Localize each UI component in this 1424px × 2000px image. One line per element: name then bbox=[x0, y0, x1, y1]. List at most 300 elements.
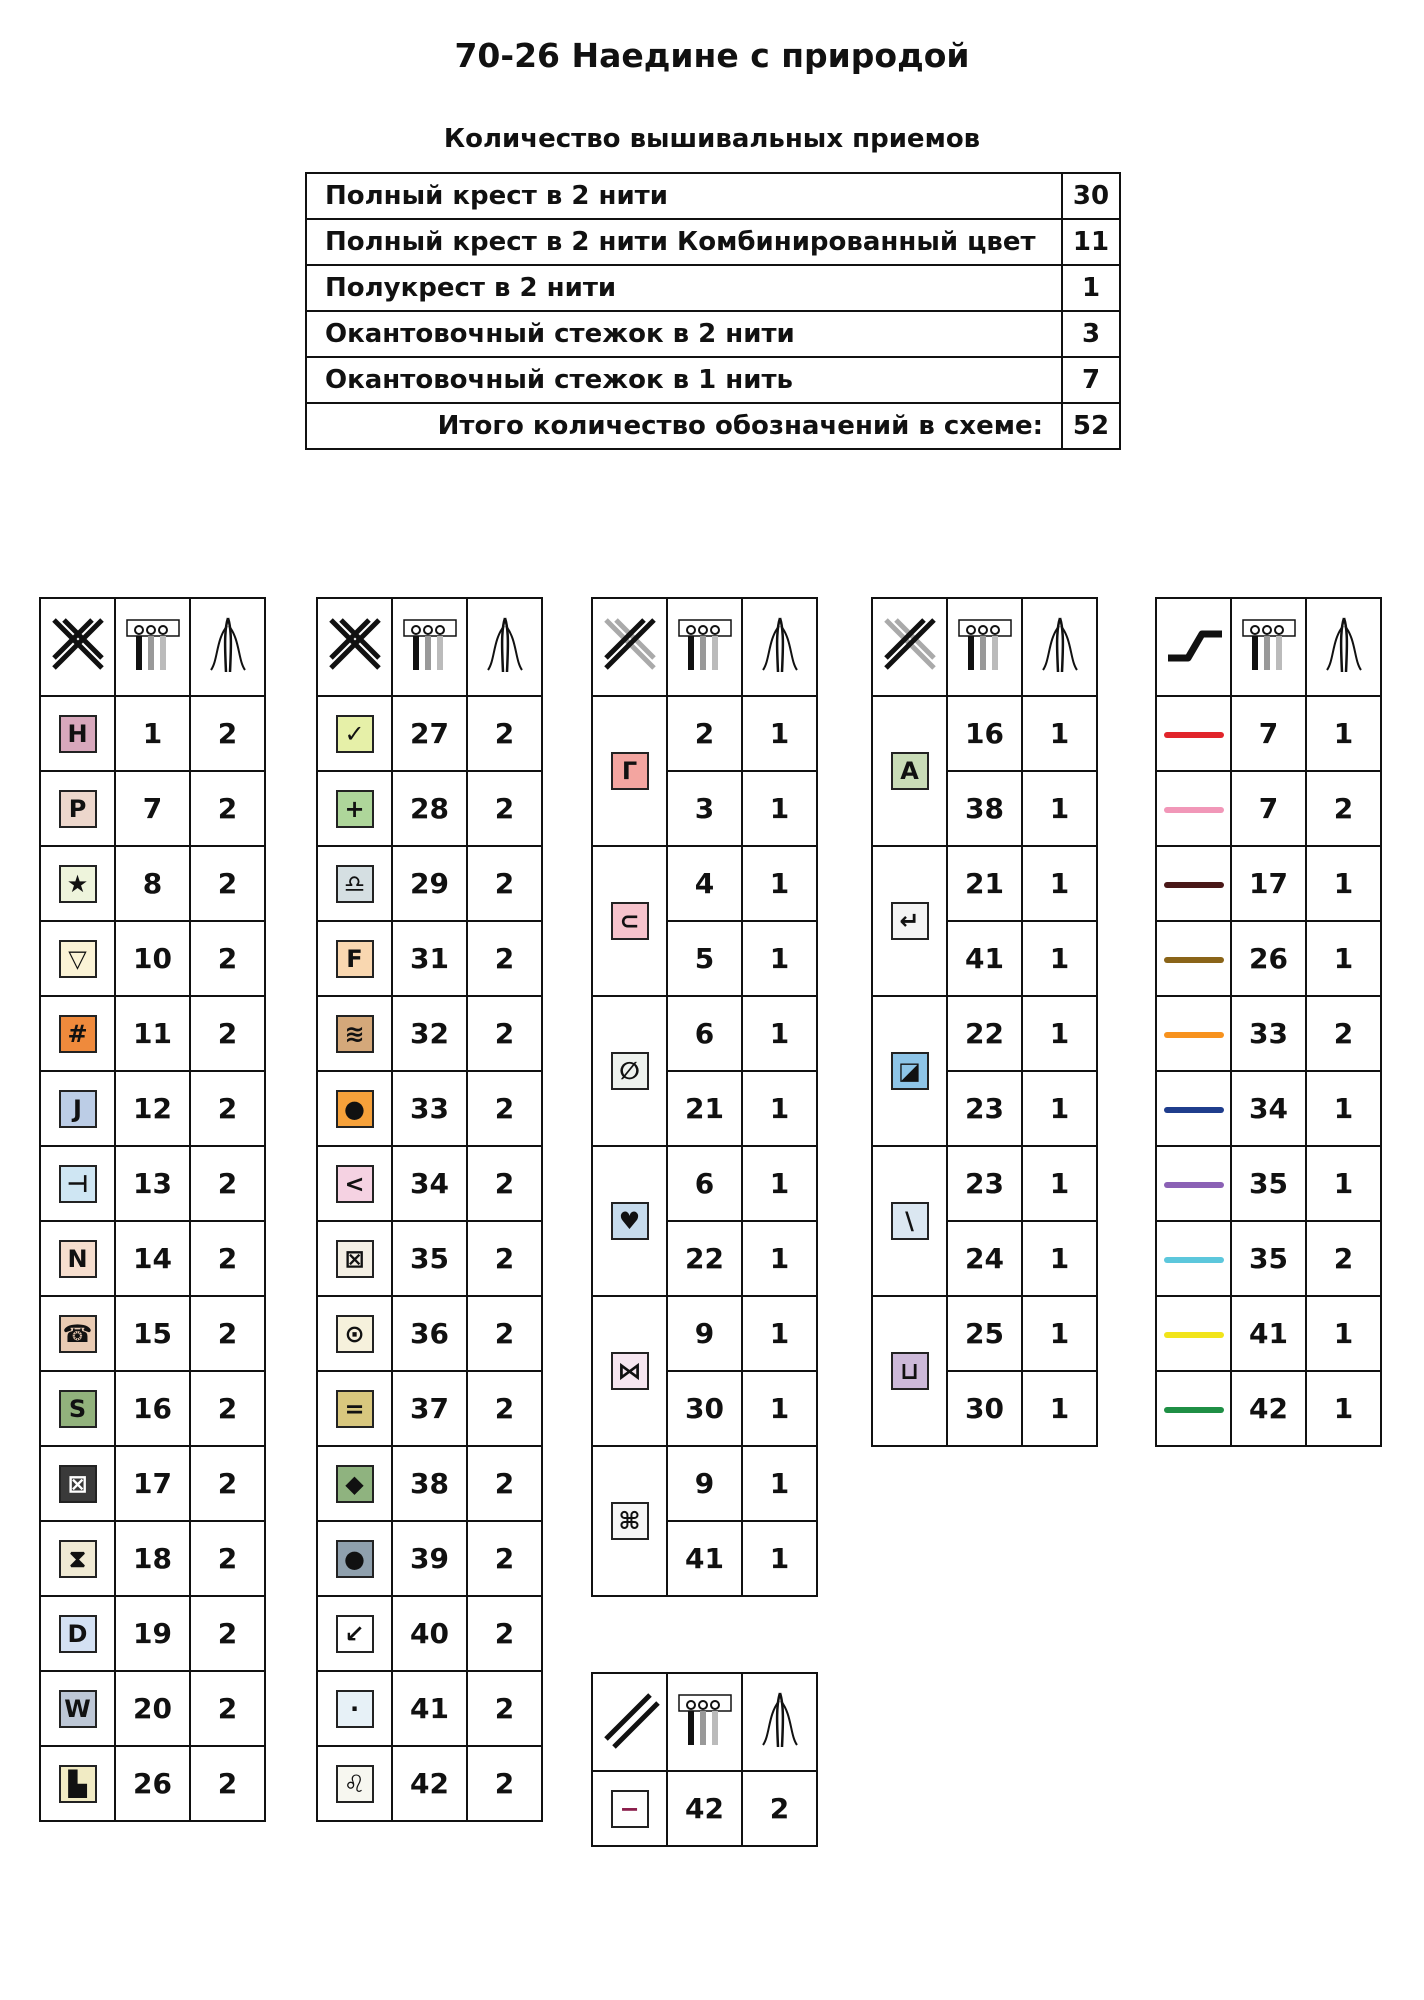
chart-symbol: P bbox=[59, 790, 97, 828]
symbol-cell bbox=[317, 1146, 392, 1221]
strand-count: 2 bbox=[190, 846, 265, 921]
key-header-row bbox=[872, 598, 1097, 696]
floss-code: 40 bbox=[392, 1596, 467, 1671]
key-row bbox=[40, 696, 265, 771]
line-color-cell bbox=[1156, 921, 1231, 996]
key-row bbox=[317, 1746, 542, 1821]
symbol-key-full-cross-1 bbox=[39, 597, 266, 1822]
summary-row bbox=[306, 311, 1120, 357]
symbol-cell bbox=[592, 1146, 667, 1296]
key-row bbox=[592, 1296, 817, 1371]
symbol-cell bbox=[872, 1296, 947, 1446]
symbol-cell bbox=[872, 1146, 947, 1296]
key-row bbox=[40, 1071, 265, 1146]
floss-code: 36 bbox=[392, 1296, 467, 1371]
combined-cross-icon bbox=[872, 598, 947, 696]
symbol-cell bbox=[40, 1221, 115, 1296]
floss-code: 1 bbox=[115, 696, 190, 771]
floss-code: 16 bbox=[947, 696, 1022, 771]
chart-symbol: J bbox=[59, 1090, 97, 1128]
chart-symbol: ≋ bbox=[336, 1015, 374, 1053]
key-row bbox=[40, 1596, 265, 1671]
full-cross-icon bbox=[40, 598, 115, 696]
chart-symbol: N bbox=[59, 1240, 97, 1278]
floss-code: 17 bbox=[1231, 846, 1306, 921]
strand-count: 1 bbox=[742, 1221, 817, 1296]
strand-count: 2 bbox=[190, 1146, 265, 1221]
symbol-cell bbox=[592, 996, 667, 1146]
symbol-cell bbox=[40, 1296, 115, 1371]
key-row bbox=[1156, 996, 1381, 1071]
backstitch-line-swatch bbox=[1164, 1332, 1224, 1338]
floss-code: 7 bbox=[115, 771, 190, 846]
key-row bbox=[40, 1521, 265, 1596]
key-row bbox=[592, 996, 817, 1071]
key-row bbox=[317, 696, 542, 771]
key-row bbox=[872, 696, 1097, 771]
chart-symbol: ♌ bbox=[336, 1765, 374, 1803]
key-row bbox=[317, 921, 542, 996]
page-title: 70-26 Наедине с природой bbox=[454, 36, 970, 75]
symbol-cell bbox=[592, 846, 667, 996]
symbol-cell bbox=[40, 696, 115, 771]
strand-count: 1 bbox=[742, 1521, 817, 1596]
chart-symbol: ▽ bbox=[59, 940, 97, 978]
floss-icon bbox=[1231, 598, 1306, 696]
floss-code: 6 bbox=[667, 996, 742, 1071]
chart-symbol: − bbox=[611, 1790, 649, 1828]
floss-code: 6 bbox=[667, 1146, 742, 1221]
key-row bbox=[1156, 1071, 1381, 1146]
strand-count: 2 bbox=[467, 1596, 542, 1671]
key-row bbox=[317, 1071, 542, 1146]
chart-symbol: ⊠ bbox=[59, 1465, 97, 1503]
strand-count: 1 bbox=[1306, 921, 1381, 996]
total-label: Итого количество обозначений в схеме: bbox=[306, 403, 1062, 449]
symbol-cell bbox=[872, 846, 947, 996]
floss-code: 25 bbox=[947, 1296, 1022, 1371]
key-row bbox=[1156, 1221, 1381, 1296]
floss-code: 42 bbox=[1231, 1371, 1306, 1446]
technique-label: Полный крест в 2 нити bbox=[306, 173, 1062, 219]
strand-count: 1 bbox=[742, 1071, 817, 1146]
symbol-cell bbox=[592, 1446, 667, 1596]
total-count: 52 bbox=[1062, 403, 1120, 449]
key-row bbox=[592, 696, 817, 771]
floss-code: 35 bbox=[1231, 1221, 1306, 1296]
floss-code: 33 bbox=[392, 1071, 467, 1146]
floss-code: 35 bbox=[1231, 1146, 1306, 1221]
symbol-cell bbox=[317, 1371, 392, 1446]
strand-count: 2 bbox=[467, 1221, 542, 1296]
symbol-cell bbox=[317, 1521, 392, 1596]
key-row bbox=[317, 1521, 542, 1596]
line-color-cell bbox=[1156, 1071, 1231, 1146]
strand-count: 2 bbox=[467, 1746, 542, 1821]
chart-symbol: ⊔ bbox=[891, 1352, 929, 1390]
strand-count: 1 bbox=[1022, 1221, 1097, 1296]
chart-symbol: ● bbox=[336, 1090, 374, 1128]
key-row bbox=[40, 1371, 265, 1446]
technique-label: Окантовочный стежок в 2 нити bbox=[306, 311, 1062, 357]
key-row bbox=[317, 1146, 542, 1221]
strand-count: 1 bbox=[1022, 996, 1097, 1071]
key-row bbox=[872, 996, 1097, 1071]
key-row bbox=[317, 771, 542, 846]
strand-count: 2 bbox=[467, 996, 542, 1071]
key-row bbox=[317, 1596, 542, 1671]
symbol-cell bbox=[592, 1771, 667, 1846]
chart-symbol: F bbox=[336, 940, 374, 978]
needle-icon bbox=[467, 598, 542, 696]
floss-code: 3 bbox=[667, 771, 742, 846]
floss-code: 15 bbox=[115, 1296, 190, 1371]
technique-count: 11 bbox=[1062, 219, 1120, 265]
symbol-cell bbox=[317, 921, 392, 996]
key-row bbox=[317, 1446, 542, 1521]
key-row bbox=[40, 1221, 265, 1296]
summary-row bbox=[306, 173, 1120, 219]
strand-count: 1 bbox=[742, 1146, 817, 1221]
backstitch-line-swatch bbox=[1164, 1032, 1224, 1038]
strand-count: 2 bbox=[190, 1296, 265, 1371]
strand-count: 2 bbox=[467, 1671, 542, 1746]
backstitch-line-swatch bbox=[1164, 1407, 1224, 1413]
chart-symbol: ⌘ bbox=[611, 1502, 649, 1540]
key-header-row bbox=[592, 598, 817, 696]
symbol-cell bbox=[592, 1296, 667, 1446]
chart-symbol: + bbox=[336, 790, 374, 828]
backstitch-line-swatch bbox=[1164, 957, 1224, 963]
line-color-cell bbox=[1156, 696, 1231, 771]
strand-count: 2 bbox=[1306, 996, 1381, 1071]
symbol-key-combined-cross-1 bbox=[591, 597, 818, 1597]
summary-row bbox=[306, 219, 1120, 265]
symbol-cell bbox=[317, 996, 392, 1071]
key-header-row bbox=[317, 598, 542, 696]
needle-icon bbox=[190, 598, 265, 696]
floss-code: 9 bbox=[667, 1296, 742, 1371]
symbol-cell bbox=[317, 1596, 392, 1671]
key-row bbox=[317, 1296, 542, 1371]
chart-symbol: ◪ bbox=[891, 1052, 929, 1090]
floss-code: 31 bbox=[392, 921, 467, 996]
key-row bbox=[40, 921, 265, 996]
strand-count: 2 bbox=[190, 1221, 265, 1296]
strand-count: 1 bbox=[1306, 1296, 1381, 1371]
strand-count: 1 bbox=[1022, 771, 1097, 846]
key-row bbox=[317, 1371, 542, 1446]
key-row bbox=[40, 846, 265, 921]
backstitch-line-swatch bbox=[1164, 807, 1224, 813]
symbol-cell bbox=[592, 696, 667, 846]
key-header-row bbox=[592, 1673, 817, 1771]
half-cross-icon bbox=[592, 1673, 667, 1771]
floss-code: 42 bbox=[392, 1746, 467, 1821]
symbol-cell bbox=[317, 846, 392, 921]
line-color-cell bbox=[1156, 1296, 1231, 1371]
key-row bbox=[592, 1146, 817, 1221]
key-row bbox=[592, 1446, 817, 1521]
symbol-key-full-cross-2 bbox=[316, 597, 543, 1822]
chart-symbol: ★ bbox=[59, 865, 97, 903]
symbol-cell bbox=[872, 996, 947, 1146]
chart-symbol: \ bbox=[891, 1202, 929, 1240]
backstitch-line-swatch bbox=[1164, 732, 1224, 738]
strand-count: 2 bbox=[190, 1071, 265, 1146]
symbol-key-combined-cross-2 bbox=[871, 597, 1098, 1447]
needle-icon bbox=[1306, 598, 1381, 696]
full-cross-icon bbox=[317, 598, 392, 696]
strand-count: 2 bbox=[467, 1371, 542, 1446]
symbol-cell bbox=[40, 921, 115, 996]
floss-code: 19 bbox=[115, 1596, 190, 1671]
floss-code: 12 bbox=[115, 1071, 190, 1146]
key-row bbox=[40, 996, 265, 1071]
needle-icon bbox=[742, 598, 817, 696]
key-row bbox=[592, 846, 817, 921]
floss-code: 9 bbox=[667, 1446, 742, 1521]
floss-code: 38 bbox=[947, 771, 1022, 846]
strand-count: 2 bbox=[190, 1446, 265, 1521]
backstitch-line-swatch bbox=[1164, 1182, 1224, 1188]
chart-symbol: ⊣ bbox=[59, 1165, 97, 1203]
symbol-cell bbox=[40, 1446, 115, 1521]
floss-code: 30 bbox=[947, 1371, 1022, 1446]
key-row bbox=[1156, 1146, 1381, 1221]
floss-code: 27 bbox=[392, 696, 467, 771]
key-row bbox=[872, 846, 1097, 921]
symbol-cell bbox=[40, 771, 115, 846]
floss-code: 21 bbox=[667, 1071, 742, 1146]
floss-code: 29 bbox=[392, 846, 467, 921]
technique-label: Окантовочный стежок в 1 нить bbox=[306, 357, 1062, 403]
strand-count: 1 bbox=[1306, 1071, 1381, 1146]
strand-count: 1 bbox=[742, 996, 817, 1071]
chart-symbol: ⋈ bbox=[611, 1352, 649, 1390]
strand-count: 2 bbox=[742, 1771, 817, 1846]
strand-count: 2 bbox=[467, 1296, 542, 1371]
floss-code: 21 bbox=[947, 846, 1022, 921]
key-row bbox=[872, 1296, 1097, 1371]
line-color-cell bbox=[1156, 1371, 1231, 1446]
floss-code: 13 bbox=[115, 1146, 190, 1221]
chart-symbol: D bbox=[59, 1615, 97, 1653]
chart-symbol: ⊠ bbox=[336, 1240, 374, 1278]
chart-symbol: < bbox=[336, 1165, 374, 1203]
symbol-cell bbox=[40, 1596, 115, 1671]
key-row bbox=[317, 996, 542, 1071]
key-row bbox=[40, 1146, 265, 1221]
chart-symbol: ⊂ bbox=[611, 902, 649, 940]
floss-code: 41 bbox=[392, 1671, 467, 1746]
strand-count: 1 bbox=[742, 771, 817, 846]
chart-symbol: A bbox=[891, 752, 929, 790]
symbol-cell bbox=[872, 696, 947, 846]
floss-code: 14 bbox=[115, 1221, 190, 1296]
symbol-cell bbox=[40, 1746, 115, 1821]
strand-count: 2 bbox=[467, 921, 542, 996]
line-color-cell bbox=[1156, 996, 1231, 1071]
floss-code: 8 bbox=[115, 846, 190, 921]
line-color-cell bbox=[1156, 1146, 1231, 1221]
technique-label: Полный крест в 2 нити Комбинированный цвет bbox=[306, 219, 1062, 265]
key-row bbox=[40, 1671, 265, 1746]
floss-code: 11 bbox=[115, 996, 190, 1071]
strand-count: 1 bbox=[1022, 921, 1097, 996]
key-row bbox=[317, 1671, 542, 1746]
summary-heading: Количество вышивальных приемов bbox=[443, 124, 981, 154]
line-color-cell bbox=[1156, 771, 1231, 846]
symbol-cell bbox=[317, 1446, 392, 1521]
strand-count: 2 bbox=[190, 1596, 265, 1671]
summary-total-row bbox=[306, 403, 1120, 449]
floss-code: 10 bbox=[115, 921, 190, 996]
floss-code: 39 bbox=[392, 1521, 467, 1596]
chart-symbol: # bbox=[59, 1015, 97, 1053]
symbol-cell bbox=[317, 1671, 392, 1746]
strand-count: 2 bbox=[190, 921, 265, 996]
key-row bbox=[40, 771, 265, 846]
key-row bbox=[1156, 696, 1381, 771]
key-row bbox=[317, 1221, 542, 1296]
floss-icon bbox=[667, 598, 742, 696]
backstitch-line-swatch bbox=[1164, 1257, 1224, 1263]
strand-count: 1 bbox=[1306, 1371, 1381, 1446]
symbol-cell bbox=[317, 771, 392, 846]
combined-cross-icon bbox=[592, 598, 667, 696]
floss-code: 42 bbox=[667, 1771, 742, 1846]
symbol-key-half-cross bbox=[591, 1672, 818, 1847]
backstitch-icon bbox=[1156, 598, 1231, 696]
key-row bbox=[1156, 846, 1381, 921]
strand-count: 1 bbox=[742, 846, 817, 921]
floss-code: 41 bbox=[667, 1521, 742, 1596]
key-row bbox=[1156, 921, 1381, 996]
floss-code: 17 bbox=[115, 1446, 190, 1521]
chart-symbol: · bbox=[336, 1690, 374, 1728]
strand-count: 2 bbox=[467, 846, 542, 921]
technique-label: Полукрест в 2 нити bbox=[306, 265, 1062, 311]
floss-code: 37 bbox=[392, 1371, 467, 1446]
key-row bbox=[872, 1146, 1097, 1221]
strand-count: 1 bbox=[742, 1296, 817, 1371]
strand-count: 1 bbox=[1306, 696, 1381, 771]
chart-symbol: W bbox=[59, 1690, 97, 1728]
needle-icon bbox=[1022, 598, 1097, 696]
floss-code: 23 bbox=[947, 1146, 1022, 1221]
symbol-cell bbox=[40, 1371, 115, 1446]
strand-count: 2 bbox=[467, 1146, 542, 1221]
strand-count: 1 bbox=[1306, 846, 1381, 921]
chart-symbol: ✓ bbox=[336, 715, 374, 753]
strand-count: 2 bbox=[467, 1446, 542, 1521]
floss-code: 4 bbox=[667, 846, 742, 921]
technique-count: 7 bbox=[1062, 357, 1120, 403]
strand-count: 2 bbox=[467, 1521, 542, 1596]
chart-symbol: Γ bbox=[611, 752, 649, 790]
floss-code: 28 bbox=[392, 771, 467, 846]
chart-symbol: ◆ bbox=[336, 1465, 374, 1503]
symbol-cell bbox=[40, 846, 115, 921]
strand-count: 2 bbox=[190, 1521, 265, 1596]
symbol-cell bbox=[40, 1521, 115, 1596]
symbol-cell bbox=[317, 1296, 392, 1371]
chart-symbol: S bbox=[59, 1390, 97, 1428]
floss-icon bbox=[947, 598, 1022, 696]
chart-symbol: ∅ bbox=[611, 1052, 649, 1090]
chart-symbol: ● bbox=[336, 1540, 374, 1578]
strand-count: 1 bbox=[1022, 696, 1097, 771]
floss-code: 30 bbox=[667, 1371, 742, 1446]
strand-count: 2 bbox=[190, 696, 265, 771]
strand-count: 1 bbox=[1022, 846, 1097, 921]
strand-count: 1 bbox=[742, 921, 817, 996]
floss-icon bbox=[667, 1673, 742, 1771]
symbol-cell bbox=[317, 1071, 392, 1146]
chart-symbol: ▙ bbox=[59, 1765, 97, 1803]
floss-icon bbox=[392, 598, 467, 696]
key-row bbox=[592, 1771, 817, 1846]
key-row bbox=[1156, 1371, 1381, 1446]
strand-count: 1 bbox=[1022, 1146, 1097, 1221]
chart-symbol: ⊙ bbox=[336, 1315, 374, 1353]
key-header-row bbox=[40, 598, 265, 696]
symbol-cell bbox=[317, 696, 392, 771]
technique-count: 3 bbox=[1062, 311, 1120, 357]
floss-code: 20 bbox=[115, 1671, 190, 1746]
chart-symbol: ♥ bbox=[611, 1202, 649, 1240]
technique-summary-table bbox=[305, 172, 1121, 450]
floss-code: 24 bbox=[947, 1221, 1022, 1296]
strand-count: 2 bbox=[190, 1671, 265, 1746]
floss-code: 26 bbox=[115, 1746, 190, 1821]
chart-symbol: ↙ bbox=[336, 1615, 374, 1653]
key-row bbox=[1156, 771, 1381, 846]
floss-icon bbox=[115, 598, 190, 696]
symbol-cell bbox=[317, 1221, 392, 1296]
floss-code: 16 bbox=[115, 1371, 190, 1446]
strand-count: 1 bbox=[1022, 1071, 1097, 1146]
floss-code: 26 bbox=[1231, 921, 1306, 996]
strand-count: 2 bbox=[467, 771, 542, 846]
strand-count: 2 bbox=[1306, 771, 1381, 846]
floss-code: 41 bbox=[1231, 1296, 1306, 1371]
strand-count: 1 bbox=[1022, 1296, 1097, 1371]
strand-count: 2 bbox=[467, 1071, 542, 1146]
summary-row bbox=[306, 265, 1120, 311]
strand-count: 1 bbox=[1306, 1146, 1381, 1221]
key-row bbox=[40, 1296, 265, 1371]
chart-symbol: ⧗ bbox=[59, 1540, 97, 1578]
strand-count: 1 bbox=[742, 1371, 817, 1446]
strand-count: 2 bbox=[190, 771, 265, 846]
strand-count: 1 bbox=[742, 1446, 817, 1521]
strand-count: 1 bbox=[1022, 1371, 1097, 1446]
strand-count: 2 bbox=[190, 1371, 265, 1446]
backstitch-line-swatch bbox=[1164, 1107, 1224, 1113]
floss-code: 7 bbox=[1231, 696, 1306, 771]
floss-code: 33 bbox=[1231, 996, 1306, 1071]
key-row bbox=[40, 1746, 265, 1821]
floss-code: 32 bbox=[392, 996, 467, 1071]
chart-symbol: ♎ bbox=[336, 865, 374, 903]
symbol-key-backstitch bbox=[1155, 597, 1382, 1447]
key-header-row bbox=[1156, 598, 1381, 696]
floss-code: 41 bbox=[947, 921, 1022, 996]
strand-count: 2 bbox=[190, 996, 265, 1071]
line-color-cell bbox=[1156, 846, 1231, 921]
